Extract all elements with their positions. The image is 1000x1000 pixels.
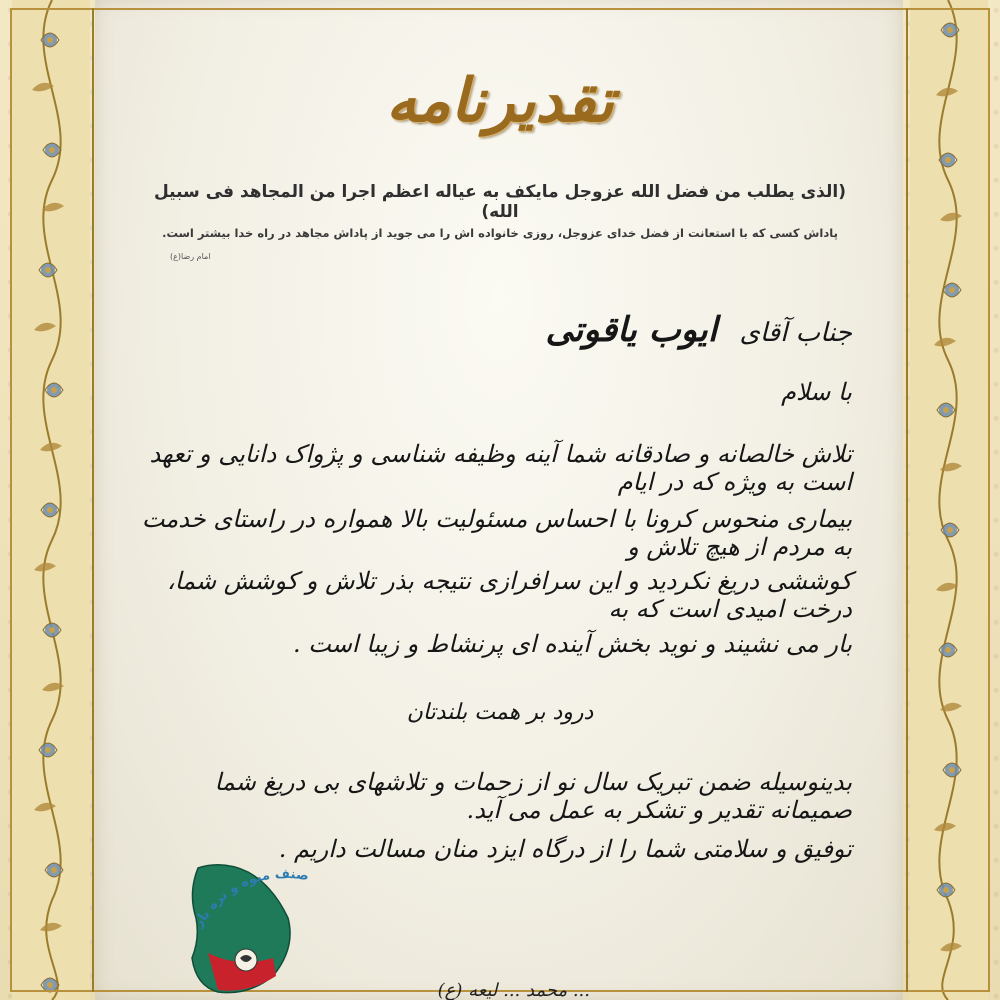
paragraph-line: بیماری منحوس کرونا با احساس مسئولیت بالا همواره در راستای خدمت به مردم از هیچ تلاش و (141, 505, 852, 561)
paragraph-line: تلاش خالصانه و صادقانه شما آینه وظیفه شناسی و پژواک دانایی و تعهد است به ویژه که در ایام (149, 440, 852, 496)
floral-border-right (910, 0, 988, 1000)
paragraph-line: کوششی دریغ نکردید و این سرافرازی نتیجه بذر تلاش و کوشش شما، درخت امیدی است که به (167, 567, 852, 623)
certificate-title: تقدیرنامه (386, 66, 614, 136)
recipient-name: ایوب یاقوتی (545, 310, 718, 350)
closing-line: توفیق و سلامتی شما را از درگاه ایزد منان مسالت داریم . (278, 835, 852, 863)
salutation-prefix: جناب آقای (739, 318, 852, 348)
salutation-line (140, 310, 852, 350)
hadith-arabic: (الذی یطلب من فضل الله عزوجل مایکف به عیاله اعظم اجرا من المجاهد فی سبیل الله) (154, 182, 846, 222)
paragraph-line: بار می نشیند و نوید بخش آینده ای پرنشاط و زیبا است . (293, 630, 852, 658)
emblem-caption: صنف میوه و تره بار (190, 866, 310, 931)
closing-line: بدینوسیله ضمن تبریک سال نو از زحمات و تلاشهای بی دریغ شما صمیمانه تقدیر و تشکر به عمل می آید. (214, 768, 852, 824)
union-emblem-logo (178, 858, 328, 1000)
praise-line: درود بر همت بلندتان (406, 700, 594, 725)
floral-border-left (12, 0, 90, 1000)
hadith-source: امام رضا(ع) (170, 252, 211, 261)
greeting: با سلام (781, 378, 852, 406)
signature-line: ... محمد ... لیعه (ع) (437, 980, 590, 1000)
hadith-persian: پاداش کسی که با استعانت از فضل خدای عزوجل، روزی خانواده اش را می جوید از پاداش مجاهد در راه خدا بیشتر است. (162, 226, 838, 240)
